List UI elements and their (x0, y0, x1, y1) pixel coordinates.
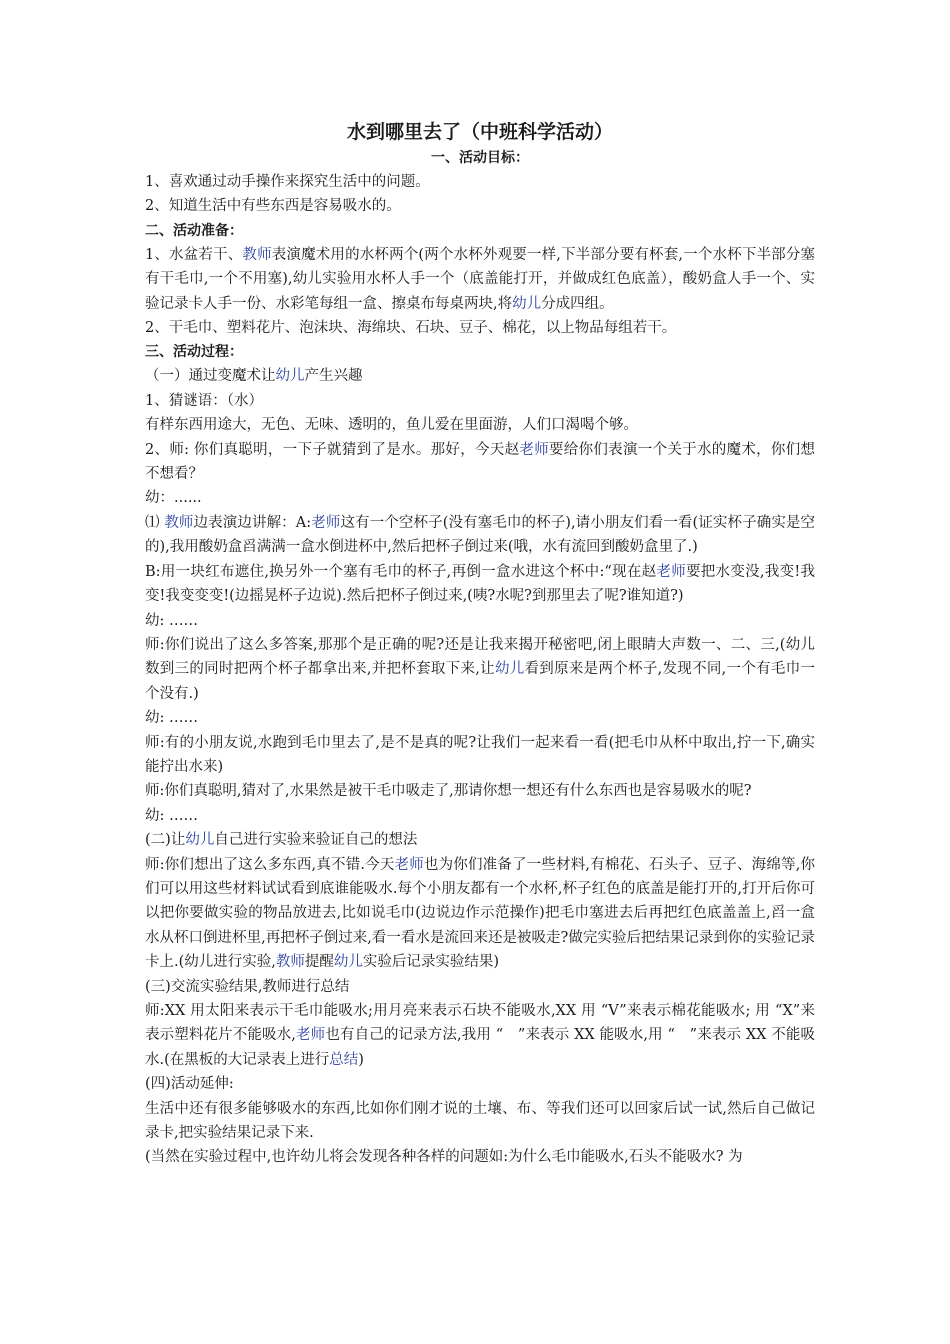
section-goals-heading: 一、活动目标： (431, 150, 529, 166)
text-run: ⑴ (145, 514, 165, 531)
text-run: 产生兴趣 (304, 368, 363, 385)
prep-2: 2、干毛巾、塑料花片、泡沫块、海绵块、石块、豆子、棉花，以上物品每组若干。 (145, 320, 677, 337)
keyword-link: 教师 (275, 954, 305, 971)
text-run: 要把水变没,我变!我变!我变变变!(边摇晃杯子边说).然后把杯子倒过来,(咦?水呢?到那里去了呢?谁知道?) (145, 563, 816, 605)
keyword-link: 幼儿 (494, 661, 525, 678)
goal-2: 2、知道生活中有些东西是容易吸水的。 (145, 198, 401, 215)
section-process-heading: 三、活动过程： (145, 344, 243, 361)
teacher-reveal (145, 633, 815, 706)
text-run: 师:你们想出了这么多东西,真不错.今天 (145, 856, 395, 873)
text-run: 实验后记录实验结果) (362, 954, 500, 971)
text-run: 这有一个空杯子(没有塞毛巾的杯子),请小朋友们看一看(证实杯子确实是空的),我用酸奶盒舀满满一盒水倒进杯中,然后把杯子倒过来(哦，水有流回到酸奶盒里了.) (145, 514, 816, 556)
text-run: 提醒 (304, 954, 334, 971)
step-1-heading (145, 364, 815, 388)
text-run: 也有自己的记录方法,我用 “ ”来表示 XX 能吸水,用 “ ”来表示 XX 不能吸水.(在黑板的大记录表上进行 (145, 1027, 815, 1068)
text-run: 边表演边讲解：A: (193, 514, 312, 531)
prep-1 (145, 243, 815, 316)
text-run: （一）通过变魔术让 (145, 368, 276, 385)
keyword-link: 幼儿 (512, 295, 542, 312)
goal-1: 1、喜欢通过动手操作来探究生活中的问题。 (145, 174, 430, 190)
text-run: ) (358, 1051, 364, 1068)
document-title: 水到哪里去了（中班科学活动） (346, 121, 613, 143)
step-3-heading: (三)交流实验结果,教师进行总结 (145, 978, 350, 995)
text-run: 1、水盆若干、 (145, 246, 243, 263)
step-2-heading (145, 828, 815, 852)
keyword-link: 幼儿 (333, 954, 363, 971)
text-run: 要给你们表演一个关于水的魔术，你们想不想看？ (145, 441, 816, 483)
child-reply-4: 幼: …… (145, 807, 198, 824)
extension-text: 生活中还有很多能够吸水的东西,比如你们刚才说的土壤、布、等我们还可以回家后试一试,然后自己做记录卡,把实验结果记录下来. (145, 1100, 815, 1142)
teacher-absorb-question: 师:你们真聪明,猜对了,水果然是被干毛巾吸走了,那请你想一想还有什么东西也是容易吸水的呢? (145, 783, 752, 800)
document-page (145, 118, 815, 1170)
keyword-link: 老师 (311, 514, 341, 531)
keyword-link: 老师 (394, 856, 424, 873)
step-4-heading: (四)活动延伸: (145, 1076, 234, 1093)
teacher-magic-intro (145, 438, 815, 487)
child-reply-1: 幼：...... (145, 490, 202, 507)
riddle-text: 有样东西用途大，无色、无味、透明的，鱼儿爱在里面游，人们口渴喝个够。 (145, 417, 638, 434)
teacher-experiment (145, 853, 815, 975)
text-run: 师:你们说出了这么多答案,那那个是正确的呢?还是让我来揭开秘密吧,闭上眼睛大声数一、二、三,(幼儿数到三的同时把两个杯子都拿出来,并把杯套取下来,让 (145, 636, 815, 678)
magic-part-a (145, 511, 815, 560)
text-run: 表演魔术用的水杯两个(两个水杯外观要一样,下半部分要有杯套,一个水杯下半部分塞有干毛巾,一个不用塞),幼儿实验用水杯人手一个（底盖能打开，并做成红色底盖），酸奶盒人手一个、实验记录卡人手一份、水彩笔每组一盒、擦桌布每桌两块,将 (145, 246, 816, 312)
closing-text: (当然在实验过程中,也许幼儿将会发现各种各样的问题如:为什么毛巾能吸水,石头不能吸水? 为 (145, 1149, 743, 1166)
keyword-link: 教师 (164, 514, 194, 531)
section-prep-heading: 二、活动准备： (145, 222, 243, 239)
text-run: 也为你们准备了一些材料,有棉花、石头子、豆子、海绵等,你们可以用这些材料试试看到底谁能吸水.每个小朋友都有一个水杯,杯子红色的底盖是能打开的,打开后你可以把你要做实验的物品放进去,比如说毛巾(边说边作示范操作)把毛巾塞进去后再把红色底盖盖上,舀一盒水从杯口倒进杯里,再把杯子倒过来,看一看水是流回来还是被吸走?做完实验后把结果记录到你的实验记录卡上.(幼儿进行实验, (145, 856, 816, 971)
keyword-link: 总结 (329, 1051, 359, 1068)
teacher-towel: 师:有的小朋友说,水跑到毛巾里去了,是不是真的呢?让我们一起来看一看(把毛巾从杯中取出,拧一下,确实能拧出水来) (145, 734, 815, 775)
text-run: B:用一块红布遮住,换另外一个塞有毛巾的杯子,再倒一盒水进这个杯中:“现在赵 (145, 563, 657, 580)
keyword-link: 幼儿 (275, 368, 305, 385)
text-run: 看到原来是两个杯子,发现不同,一个有毛巾一个没有.) (145, 661, 816, 702)
child-reply-3: 幼: …… (145, 710, 198, 727)
keyword-link: 老师 (519, 441, 549, 458)
text-run: 2、师: 你们真聪明，一下子就猜到了是水。那好，今天赵 (145, 441, 520, 458)
text-run: 分成四组。 (541, 295, 614, 312)
keyword-link: 幼儿 (185, 832, 215, 849)
riddle-label: 1、猜谜语：（水） (145, 392, 263, 409)
keyword-link: 教师 (242, 246, 272, 263)
keyword-link: 老师 (295, 1027, 326, 1044)
text-run: 师:XX 用太阳来表示干毛巾能吸水;用月亮来表示石块不能吸水,XX 用 “V”来表示棉花能吸水; 用 “X”来表示塑料花片不能吸水, (145, 1003, 815, 1044)
keyword-link: 老师 (656, 563, 686, 580)
text-run: 自己进行实验来验证自己的想法 (214, 832, 418, 849)
child-reply-2: 幼: …… (145, 612, 198, 629)
magic-part-b (145, 560, 815, 609)
text-run: (二)让 (145, 832, 186, 849)
teacher-record (145, 999, 815, 1072)
